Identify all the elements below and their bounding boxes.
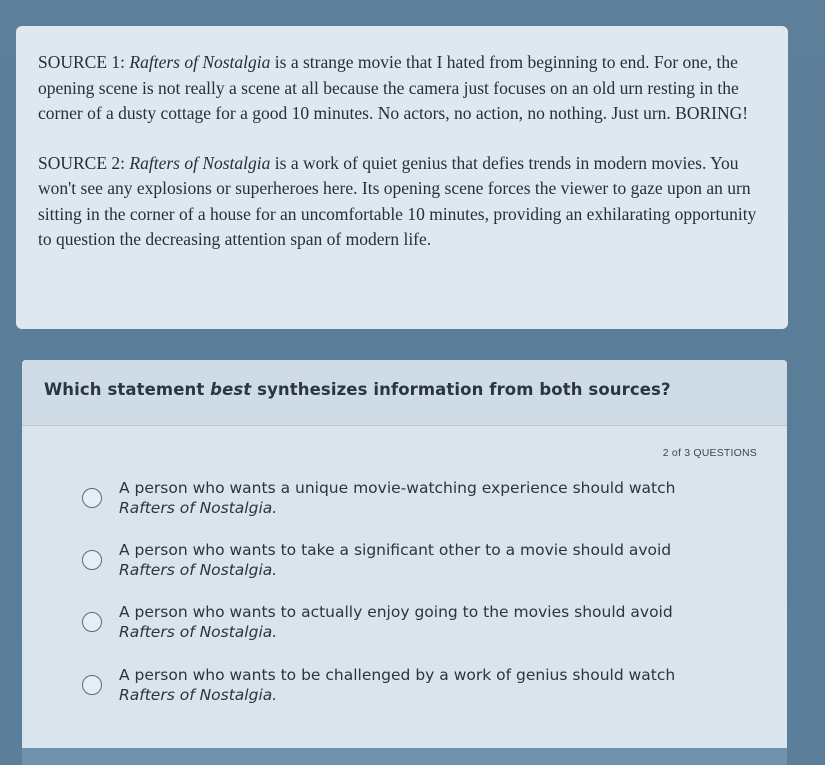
- answer-choice-c-text: A person who wants to actually enjoy going to the movies should avoid: [119, 603, 673, 621]
- answer-choice-b-title: Rafters of Nostalgia.: [119, 561, 278, 579]
- source-2-title: Rafters of Nostalgia: [129, 152, 271, 173]
- radio-button-a[interactable]: [82, 488, 102, 508]
- source-1-label: SOURCE 1:: [38, 52, 126, 72]
- answer-choice-b-text: A person who wants to take a significant other to a movie should avoid: [119, 541, 672, 559]
- sources-passage: [16, 26, 788, 329]
- answer-choice-a-label: [119, 478, 675, 518]
- source-1-title: Rafters of Nostalgia: [129, 52, 271, 72]
- radio-button-b[interactable]: [82, 550, 102, 570]
- answer-choice-d-title: Rafters of Nostalgia.: [119, 686, 278, 704]
- answer-choice-c-title: Rafters of Nostalgia.: [119, 623, 278, 641]
- source-1-paragraph: [38, 50, 762, 127]
- answer-choice-d-label: [119, 665, 675, 705]
- answer-choice-a-title: Rafters of Nostalgia.: [119, 499, 278, 517]
- next-section-edge: [22, 748, 787, 765]
- source-2-text: is a work of quiet genius that defies trends in modern movies. You won't see any explosions or superheroes here. Its opening scene forces the viewer to gaze upon an urn sitting in the corner of a house for an uncomfortable 10 minutes, providing an exhilarating opportunity to question the decreasing attention span of modern life.: [38, 152, 757, 249]
- source-2-label: SOURCE 2:: [38, 152, 126, 173]
- question-suffix: synthesizes information from both sources?: [257, 380, 671, 399]
- answer-choice-b-label: [119, 540, 671, 580]
- answer-choice-d-text: A person who wants to be challenged by a work of genius should watch: [119, 666, 676, 684]
- radio-button-c[interactable]: [82, 612, 102, 632]
- source-1-text: is a strange movie that I hated from beginning to end. For one, the opening scene is not really a scene at all because the camera just focuses on an old urn resting in the corner of a dusty cottage for a good 10 minutes. No actors, no action, no nothing. Just urn. BORING!: [38, 52, 749, 123]
- answer-choice-a-text: A person who wants a unique movie-watching experience should watch: [119, 479, 676, 497]
- question-prefix: Which statement: [44, 380, 205, 399]
- question-card: [22, 360, 787, 750]
- radio-button-d[interactable]: [82, 675, 102, 695]
- question-emphasis: best: [210, 380, 252, 399]
- source-2-paragraph: [38, 151, 762, 253]
- answer-choice-c-label: [119, 602, 673, 642]
- question-counter: 2 of 3 QUESTIONS: [662, 447, 757, 459]
- question-prompt: [22, 360, 787, 426]
